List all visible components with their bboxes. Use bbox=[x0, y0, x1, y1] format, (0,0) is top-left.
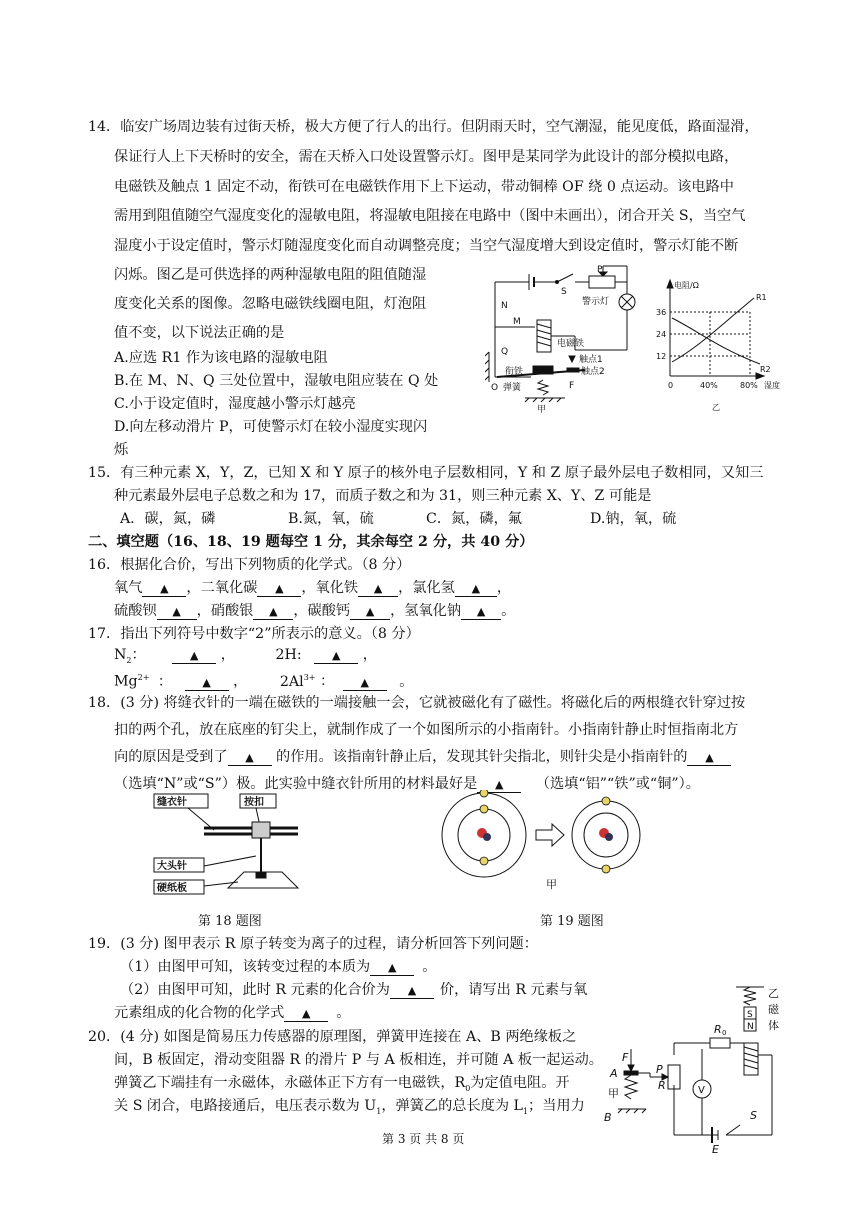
blank[interactable]: ▲ bbox=[257, 581, 301, 597]
q17-row-2: $Mg^{2+}$ ： ▲ ， $2Al^{3+}$ ： ▲ 。 bbox=[114, 673, 414, 690]
q20-label-switch: S bbox=[750, 1109, 757, 1122]
page-footer: 第 3 页 共 8 页 bbox=[382, 1132, 465, 1146]
q20-label-ci: 磁 bbox=[768, 1003, 779, 1016]
q14-figure-yi bbox=[650, 276, 795, 421]
jia-label-em: 电磁铁 bbox=[557, 339, 585, 349]
q14-option-d-cont: 烁 bbox=[114, 442, 129, 458]
yi-ytick-12: 12 bbox=[656, 352, 667, 361]
q20-label-p: P bbox=[656, 1063, 663, 1076]
blank[interactable]: ▲ bbox=[314, 648, 358, 664]
jia-caption: 甲 bbox=[537, 405, 547, 415]
yi-caption: 乙 bbox=[712, 403, 720, 412]
q18-figure bbox=[148, 786, 308, 904]
q18-line-4: （选填“N”或“S”）极。此实验中缝衣针所用的材料最好是 ▲ （选填“铝”“铁”或“铜”）。 bbox=[114, 776, 700, 792]
q20-line-2: 间，B 板固定，滑动变阻器 R 的滑片 P 与 A 板相连，并可随 A 板一起运动。 bbox=[114, 1052, 603, 1068]
q14-line-6: 闪烁。图乙是可供选择的两种湿敏电阻的阻值随湿 bbox=[114, 267, 427, 283]
blank[interactable]: ▲ bbox=[185, 675, 229, 691]
q17-row-1: $N_2$： ▲ ， 2H: ▲ ， bbox=[114, 647, 377, 665]
jia-label-c2: 触点2 bbox=[581, 367, 605, 377]
q20-label-r: R bbox=[658, 1079, 666, 1092]
q18-caption: 第 18 题图 bbox=[198, 914, 262, 929]
q19-caption: 第 19 题图 bbox=[540, 914, 604, 929]
q19-part-2-cont: 元素组成的化合物的化学式 ▲ 。 bbox=[114, 1005, 351, 1021]
yi-series-r1: R1 bbox=[756, 293, 767, 302]
q14-line-3: 电磁铁及触点 1 固定不动，衔铁可在电磁铁作用下上下运动，带动铜棒 OF 绕 0 点运动。该电路中 bbox=[114, 179, 734, 195]
yi-ytick-24: 24 bbox=[656, 330, 667, 339]
q14-line-8: 值不变，以下说法正确的是 bbox=[114, 325, 285, 341]
jia-label-f: F bbox=[569, 381, 575, 391]
q20-label-r0: R bbox=[714, 1023, 722, 1036]
blank[interactable]: ▲ bbox=[228, 750, 272, 766]
q14-line-1: 14．临安广场周边装有过街天桥，极大方便了行人的出行。但阴雨天时，空气潮湿，能见度低，路面湿滑， bbox=[88, 119, 759, 135]
yi-xlabel: 湿度 bbox=[764, 381, 780, 390]
blank[interactable]: ▲ bbox=[370, 960, 414, 976]
q18-line-3: 向的原因是受到了 ▲ 的作用。该指南针静止后，发现其针尖指北，则针尖是小指南针的 ▲ bbox=[114, 748, 731, 766]
q20-label-v: V bbox=[698, 1085, 705, 1096]
blank[interactable]: ▲ bbox=[142, 581, 186, 597]
q14-option-b: B.在 M、N、Q 三处位置中，湿敏电阻应装在 Q 处 bbox=[114, 373, 439, 389]
blank[interactable]: ▲ bbox=[350, 604, 390, 620]
yi-ytick-36: 36 bbox=[656, 308, 667, 317]
q14-line-4: 需用到阻值随空气湿度变化的湿敏电阻，将湿敏电阻接在电路中（图中未画出），闭合开关 S，当空气 bbox=[114, 208, 746, 224]
yi-series-r2: R2 bbox=[760, 365, 771, 374]
q19-figure bbox=[440, 790, 680, 900]
q14-option-a: A.应选 R1 作为该电路的湿敏电阻 bbox=[114, 350, 328, 366]
yi-ylabel: 电阻/Ω bbox=[674, 281, 699, 290]
q20-line-4: 关 S 闭合，电路接通后，电压表示数为 $U_1$，弹簧乙的总长度为 $L_1$；当用力 bbox=[114, 1098, 585, 1116]
yi-xtick-0: 0 bbox=[668, 381, 674, 390]
q15-option-b: B.氮，氧，硫 bbox=[288, 511, 374, 527]
jia-label-lamp: 警示灯 bbox=[582, 297, 610, 307]
q15-stem-2: 种元素最外层电子总数之和为 17，而质子数之和为 31，则三种元素 X、Y、Z 可能是 bbox=[114, 488, 652, 504]
q14-line-2: 保证行人上下天桥时的安全，需在天桥入口处设置警示灯。图甲是某同学为此设计的部分模拟电路， bbox=[114, 149, 739, 165]
q20-label-yi: 乙 bbox=[768, 987, 779, 1000]
blank[interactable]: ▲ bbox=[461, 604, 501, 620]
q18-label-pin: 大头针 bbox=[157, 861, 187, 872]
q20-label-e: E bbox=[712, 1143, 719, 1155]
q20-label-s-pole: S bbox=[747, 1010, 753, 1020]
q18-label-board: 硬纸板 bbox=[157, 883, 187, 894]
q20-label-n-pole: N bbox=[747, 1022, 754, 1032]
q16-row-2: 硫酸钡 ▲ ，硝酸银 ▲ ，碳酸钙 ▲ ，氢氧化钠 ▲ 。 bbox=[114, 603, 516, 619]
q20-label-jia: 甲 bbox=[608, 1087, 619, 1100]
q15-option-c: C．氮，磷，氟 bbox=[426, 511, 522, 527]
q14-option-d: D.向左移动滑片 P，可使警示灯在较小湿度实现闪 bbox=[114, 419, 428, 435]
q18-label-needle: 缝衣针 bbox=[157, 797, 187, 808]
jia-label-o: O bbox=[491, 383, 499, 393]
yi-xtick-80: 80% bbox=[740, 381, 758, 390]
jia-label-q: Q bbox=[501, 347, 509, 357]
q20-label-b: B bbox=[604, 1111, 612, 1124]
blank[interactable]: ▲ bbox=[687, 750, 731, 766]
jia-label-armature: 衔铁 bbox=[505, 367, 524, 377]
blank[interactable]: ▲ bbox=[172, 648, 216, 664]
q18-line-1: 18．(3 分) 将缝衣针的一端在磁铁的一端接触一会，它就被磁化有了磁性。将磁化后的两根缝衣针穿过按 bbox=[88, 695, 746, 711]
q19-part-1: （1）由图甲可知，该转变过程的本质为 ▲ 。 bbox=[120, 959, 437, 975]
blank[interactable]: ▲ bbox=[358, 581, 398, 597]
jia-label-p: P bbox=[597, 265, 603, 275]
jia-label-s: S bbox=[561, 287, 567, 297]
q14-option-c: C.小于设定值时，湿度越小警示灯越亮 bbox=[114, 396, 356, 412]
q14-figure-jia bbox=[485, 262, 655, 422]
q18-line-2: 扣的两个孔，放在底座的钉尖上，就制作成了一个如图所示的小指南针。小指南针静止时恒指南北方 bbox=[114, 722, 739, 738]
q15-stem: 15．有三种元素 X，Y，Z，已知 X 和 Y 原子的核外电子层数相同，Y 和 Z 原子最外层电子数相同，又知三 bbox=[88, 465, 764, 481]
blank[interactable]: ▲ bbox=[284, 1006, 328, 1022]
q14-line-5: 湿度小于设定值时，警示灯随湿度变化而自动调整亮度；当空气湿度增大到设定值时，警示灯能不断 bbox=[114, 238, 739, 254]
blank[interactable]: ▲ bbox=[253, 604, 293, 620]
q16-row-1: 氧气 ▲ ，二氧化碳 ▲ ，氧化铁 ▲ ，氯化氢 ▲ ， bbox=[114, 580, 512, 596]
q14-line-7: 度变化关系的图像。忽略电磁铁线圈电阻，灯泡阻 bbox=[114, 296, 427, 312]
q20-figure bbox=[600, 985, 800, 1155]
q15-option-a: A．碳，氮，磷 bbox=[120, 511, 216, 527]
q19-stem: 19．(3 分) 图甲表示 R 原子转变为离子的过程，请分析回答下列问题： bbox=[88, 936, 538, 952]
jia-label-spring: 弹簧 bbox=[503, 383, 522, 393]
blank[interactable]: ▲ bbox=[157, 604, 197, 620]
q16-stem: 16．根据化合价，写出下列物质的化学式。（8 分） bbox=[88, 557, 411, 573]
blank[interactable]: ▲ bbox=[455, 581, 497, 597]
q17-stem: 17．指出下列符号中数字“2”所表示的意义。（8 分） bbox=[88, 626, 420, 642]
q20-label-ti: 体 bbox=[768, 1019, 779, 1032]
q19-fig-label: 甲 bbox=[546, 878, 557, 891]
q20-line-1: 20．(4 分) 如图是简易压力传感器的原理图，弹簧甲连接在 A、B 两绝缘板之 bbox=[88, 1029, 577, 1045]
q20-label-r0-sub: 0 bbox=[722, 1029, 727, 1037]
q20-label-a: A bbox=[610, 1067, 618, 1080]
q20-line-3: 弹簧乙下端挂有一永磁体，永磁体正下方有一电磁铁，$R_0$为定值电阻。开 bbox=[114, 1075, 570, 1093]
yi-xtick-40: 40% bbox=[700, 381, 718, 390]
q15-option-d: D.钠，氧，硫 bbox=[590, 511, 677, 527]
jia-label-m: M bbox=[513, 317, 521, 327]
blank[interactable]: ▲ bbox=[343, 675, 387, 691]
section-2-header: 二、填空题（16、18、19 题每空 1 分，其余每空 2 分，共 40 分） bbox=[88, 534, 534, 550]
blank[interactable]: ▲ bbox=[390, 983, 434, 999]
q18-label-button: 按扣 bbox=[244, 797, 264, 808]
jia-label-c1: 触点1 bbox=[579, 355, 603, 365]
blank[interactable]: ▲ bbox=[477, 777, 521, 793]
jia-label-n: N bbox=[501, 301, 508, 311]
q19-part-2: （2）由图甲可知，此时 R 元素的化合价为 ▲ 价，请写出 R 元素与氧 bbox=[120, 982, 588, 998]
q20-label-f: F bbox=[622, 1051, 629, 1064]
